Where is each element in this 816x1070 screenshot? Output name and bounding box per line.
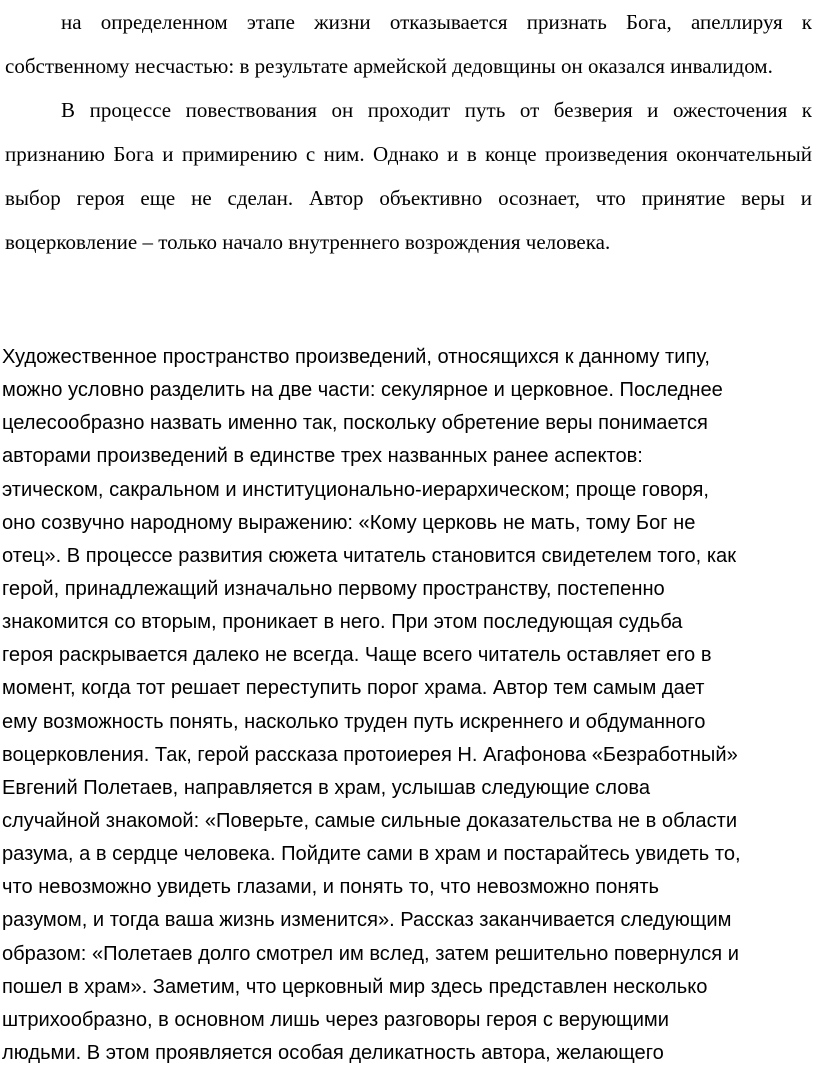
text-line: момент, когда тот решает переступить порог храма. Автор тем самым дает [2,677,705,700]
text-line: герой, принадлежащий изначально первому пространству, постепенно [2,577,665,600]
text-line: людьми. В этом проявляется особая деликатность автора, желающего [2,1041,664,1064]
serif-text-block [5,0,812,264]
text-line: можно условно разделить на две части: секулярное и церковное. Последнее [2,379,723,402]
text-line: штрихообразно, в основном лишь через разговоры героя с верующими [2,1008,669,1031]
text-line: разумом, и тогда ваша жизнь изменится». Рассказ заканчивается следующим [2,909,732,932]
paragraph-journey: В процессе повествования он проходит путь от безверия и ожесточения к признанию Бога и примирению с ним. Однако и в конце произведения окончательный выбор героя еще не сделан. Автор объективно осознает, что принятие веры и воцерковление – только начало внутреннего возрождения человека. [5,98,812,254]
text-line: оно созвучно народному выражению: «Кому церковь не мать, тому Бог не [2,511,696,534]
text-line: героя раскрывается далеко не всегда. Чаще всего читатель оставляет его в [2,644,712,667]
text-line: отец». В процессе развития сюжета читатель становится свидетелем того, как [2,544,737,567]
paragraph-continuation: на определенном этапе жизни отказывается признать Бога, апеллируя к собственному несчастью: в результате армейской дедовщины он оказался инвалидом. [5,10,812,78]
text-line: ему возможность понять, насколько труден путь искреннего и обдуманного [2,710,706,733]
text-line: что невозможно увидеть глазами, и понять то, что невозможно понять [2,876,659,899]
text-line: пошел в храм». Заметим, что церковный мир здесь представлен несколько [2,975,708,998]
text-line: Евгений Полетаев, направляется в храм, услышав следующие слова [2,776,651,799]
text-line: этическом, сакральном и институционально-иерархическом; проще говоря, [2,478,709,501]
text-line: авторами произведений в единстве трех названных ранее аспектов: [2,445,643,468]
text-line: знакомится со вторым, проникает в него. При этом последующая судьба [2,611,683,634]
text-line: образом: «Полетаев долго смотрел им вслед, затем решительно повернулся и [2,942,739,965]
text-line: разума, а в сердце человека. Пойдите сами в храм и постарайтесь увидеть то, [2,843,741,866]
text-line: целесообразно назвать именно так, поскольку обретение веры понимается [2,412,708,435]
paragraph-artistic-space [2,341,814,1070]
text-line: случайной знакомой: «Поверьте, самые сильные доказательства не в области [2,809,738,832]
text-line: воцерковления. Так, герой рассказа протоиерея Н. Агафонова «Безработный» [2,743,738,766]
text-line: Художественное пространство произведений, относящихся к данному типу, [2,346,710,368]
